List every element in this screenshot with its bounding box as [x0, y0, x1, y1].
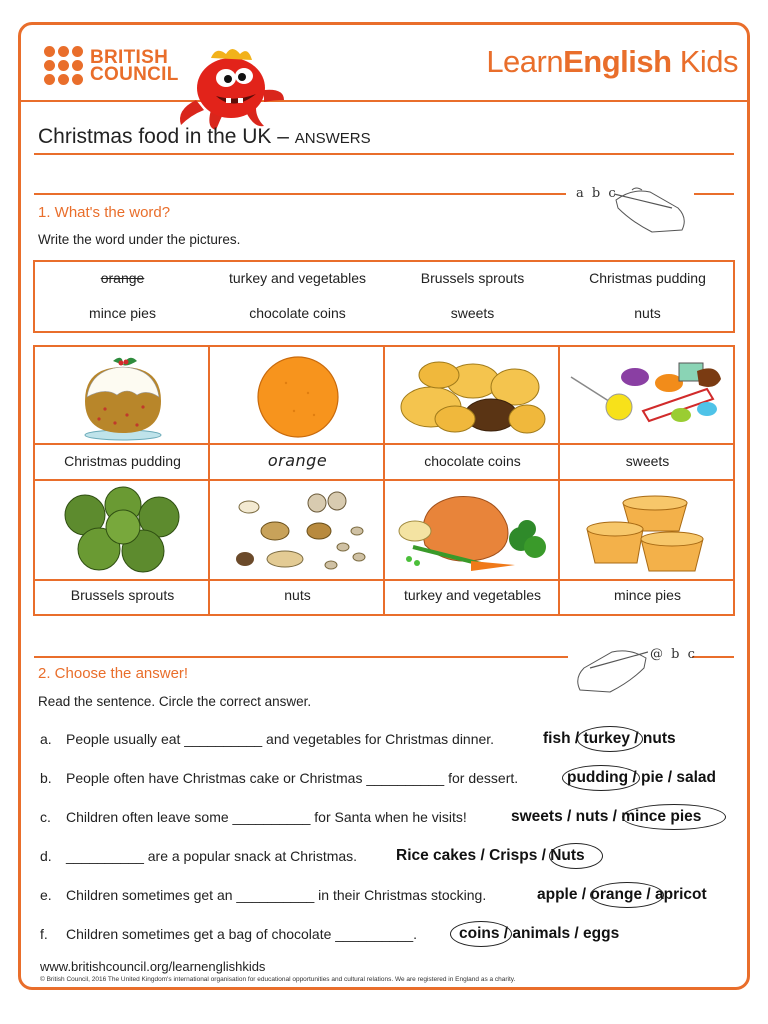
question-letter: e. — [40, 887, 52, 903]
word-bank-item: orange — [100, 270, 145, 286]
brand-kids: Kids — [679, 44, 738, 79]
word-bank — [33, 260, 735, 333]
section2-rule-left — [34, 656, 568, 658]
answer-options-b: pudding / pie / salad — [567, 769, 716, 786]
word-bank-item: Brussels sprouts — [420, 270, 525, 286]
nuts-icon — [219, 487, 377, 577]
header-divider — [18, 100, 750, 102]
picture-label: Brussels sprouts — [70, 587, 175, 603]
question-a — [40, 731, 494, 747]
question-text: Children often leave some __________ for Santa when he visits! — [66, 809, 467, 825]
picture-grid — [33, 345, 735, 616]
writing-hand-icon — [574, 640, 648, 696]
question-c — [40, 809, 467, 825]
page-title — [38, 125, 371, 149]
writing-hand-icon — [612, 178, 690, 236]
answer-circle — [577, 726, 643, 752]
question-letter: f. — [40, 926, 48, 942]
question-f — [40, 926, 417, 942]
chocolate-coins-icon — [395, 351, 551, 441]
title-main: Christmas food in the UK – — [38, 125, 295, 148]
question-text: Children sometimes get a bag of chocolate __________. — [66, 926, 418, 942]
answer-circle — [549, 843, 603, 869]
question-letter: c. — [40, 809, 51, 825]
answer-circle — [590, 882, 664, 908]
footer-copyright: © British Council, 2016 The United Kingdom's international organisation for educational opportunities and cultural relations. We are registered in England as a charity. — [40, 976, 516, 983]
british-council-logo — [44, 46, 179, 85]
section2-heading: 2. Choose the answer! — [38, 665, 189, 682]
picture-label: sweets — [625, 453, 670, 469]
picture-label: turkey and vegetables — [404, 587, 541, 603]
sweets-icon — [567, 355, 727, 441]
picture-label: mince pies — [614, 587, 681, 603]
word-bank-item: sweets — [450, 305, 495, 321]
answer-circle — [562, 765, 640, 791]
question-letter: d. — [40, 848, 52, 864]
brussels-sprouts-icon — [59, 485, 187, 577]
question-letter: a. — [40, 731, 52, 747]
answer-circle — [450, 921, 512, 947]
question-text: People usually eat __________ and vegetables for Christmas dinner. — [66, 731, 495, 747]
section1-instruction: Write the word under the pictures. — [38, 232, 241, 247]
answer-options-f: coins / animals / eggs — [459, 925, 620, 942]
mince-pies-icon — [583, 487, 707, 577]
section2-rule-right — [692, 656, 734, 658]
brand-left-line1: BRITISH — [90, 46, 169, 68]
word-bank-item: Christmas pudding — [589, 270, 706, 286]
word-bank-item: mince pies — [89, 305, 156, 321]
word-bank-item: chocolate coins — [249, 305, 346, 321]
answer-options-d: Rice cakes / Crisps / Nuts — [396, 847, 585, 864]
picture-label: Christmas pudding — [64, 453, 181, 469]
answer-options-e: apple / orange / apricot — [537, 886, 707, 903]
footer-url[interactable]: www.britishcouncil.org/learnenglishkids — [40, 959, 266, 974]
turkey-and-vegetables-icon — [395, 485, 553, 577]
brand-left-line2: COUNCIL — [90, 63, 179, 85]
monster-mascot-icon — [176, 40, 286, 130]
orange-icon — [250, 353, 346, 441]
question-text: People often have Christmas cake or Christmas __________ for dessert. — [66, 770, 519, 786]
word-bank-item: nuts — [634, 305, 661, 321]
question-text: __________ are a popular snack at Christmas. — [66, 848, 358, 864]
picture-label: nuts — [284, 587, 311, 603]
question-b — [40, 770, 518, 786]
picture-label-answer: orange — [267, 451, 328, 470]
question-letter: b. — [40, 770, 52, 786]
title-underline — [34, 153, 734, 155]
question-e — [40, 887, 486, 903]
question-d — [40, 848, 357, 864]
british-council-dots-icon — [44, 46, 83, 85]
section2-instruction: Read the sentence. Circle the correct answer. — [38, 694, 312, 709]
answer-options-a: fish / turkey / nuts — [543, 730, 676, 747]
christmas-pudding-icon — [77, 351, 169, 441]
brand-learn: Learn — [486, 44, 564, 79]
section1-rule-right — [694, 193, 734, 195]
section1-rule-left — [34, 193, 566, 195]
answer-options-c: sweets / nuts / mince pies — [511, 808, 702, 825]
title-suffix: ANSWERS — [294, 130, 371, 147]
answer-circle — [622, 804, 726, 830]
picture-label: chocolate coins — [424, 453, 521, 469]
section2-abc: @ b c — [650, 647, 697, 662]
brand-english: English — [563, 44, 672, 79]
section1-abc: a b c — [576, 186, 618, 201]
question-text: Children sometimes get an __________ in their Christmas stocking. — [66, 887, 487, 903]
section1-heading: 1. What's the word? — [38, 204, 171, 221]
word-bank-item: turkey and vegetables — [229, 270, 366, 286]
learnenglish-kids-logo — [486, 44, 738, 80]
